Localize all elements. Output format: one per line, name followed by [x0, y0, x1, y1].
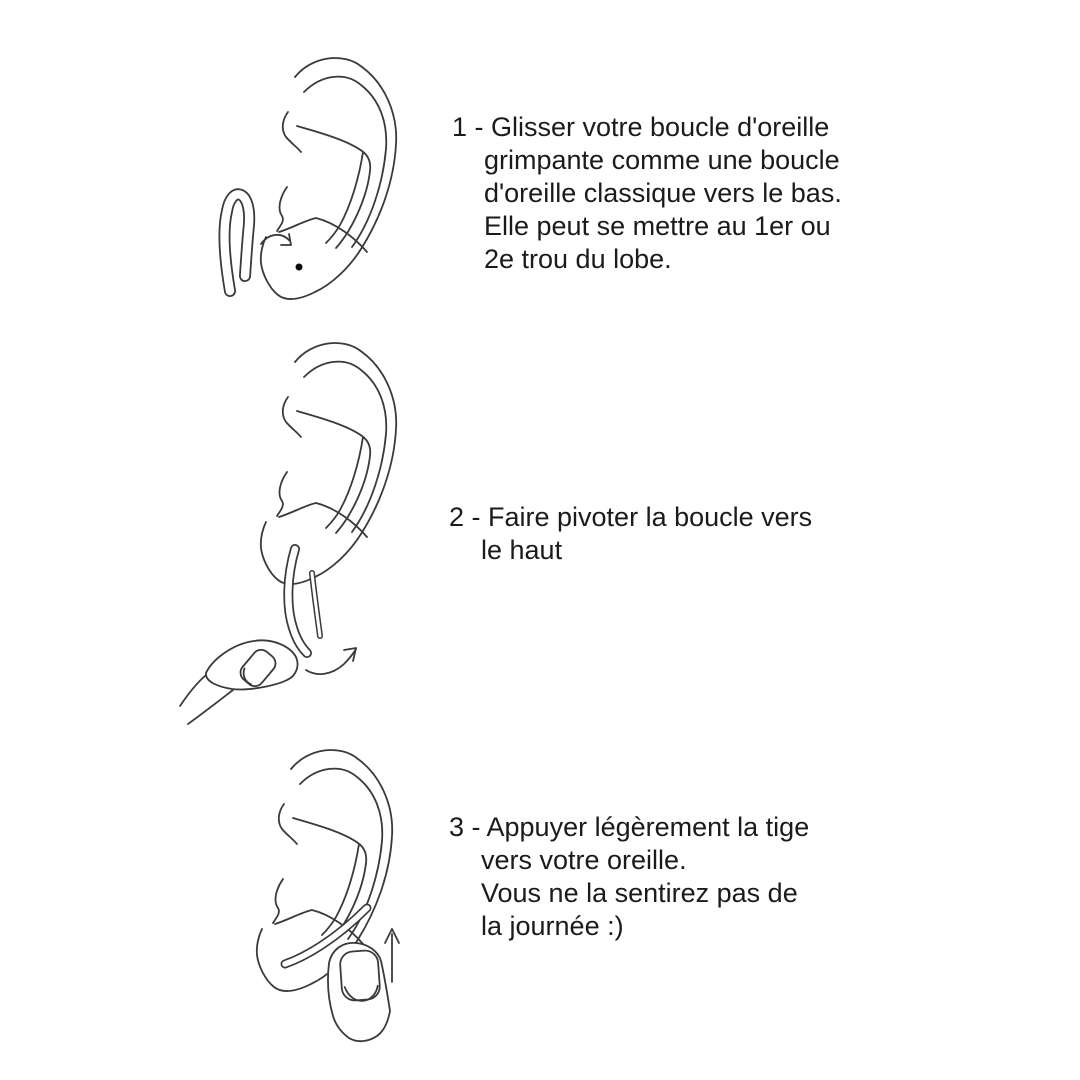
text-line: grimpante comme une boucle — [484, 145, 840, 175]
text-line: la journée :) — [481, 911, 624, 941]
step-3-text — [449, 811, 809, 943]
illustration-step-2 — [180, 343, 396, 724]
text-line: le haut — [481, 535, 563, 565]
thumb-lower-contour — [188, 690, 233, 724]
text-line: Elle peut se mettre au 1er ou — [484, 211, 831, 241]
piercing-hole-dot — [296, 264, 303, 271]
illustration-step-1 — [224, 58, 396, 299]
text-line: 1 - Glisser votre boucle d'oreille — [452, 112, 830, 142]
finger-nail — [339, 950, 380, 1003]
illustration-step-3 — [257, 750, 399, 1041]
text-line: 3 - Appuyer légèrement la tige — [449, 812, 810, 842]
ear-drawing — [261, 58, 396, 299]
ear-drawing — [261, 343, 396, 584]
climber-earring-inner — [224, 194, 249, 291]
text-line: 2e trou du lobe. — [484, 244, 672, 274]
text-line: d'oreille classique vers le bas. — [484, 178, 842, 208]
step-2-text — [449, 501, 812, 567]
rotate-arrow-head — [344, 648, 356, 661]
rotate-arrow-icon — [306, 649, 356, 674]
step-1-text — [452, 111, 842, 276]
text-line: 2 - Faire pivoter la boucle vers — [449, 502, 813, 532]
text-line: vers votre oreille. — [481, 845, 687, 875]
insert-arrow-icon — [261, 235, 290, 244]
text-line: Vous ne la sentirez pas de — [481, 878, 798, 908]
thumb-upper-contour — [180, 675, 206, 706]
